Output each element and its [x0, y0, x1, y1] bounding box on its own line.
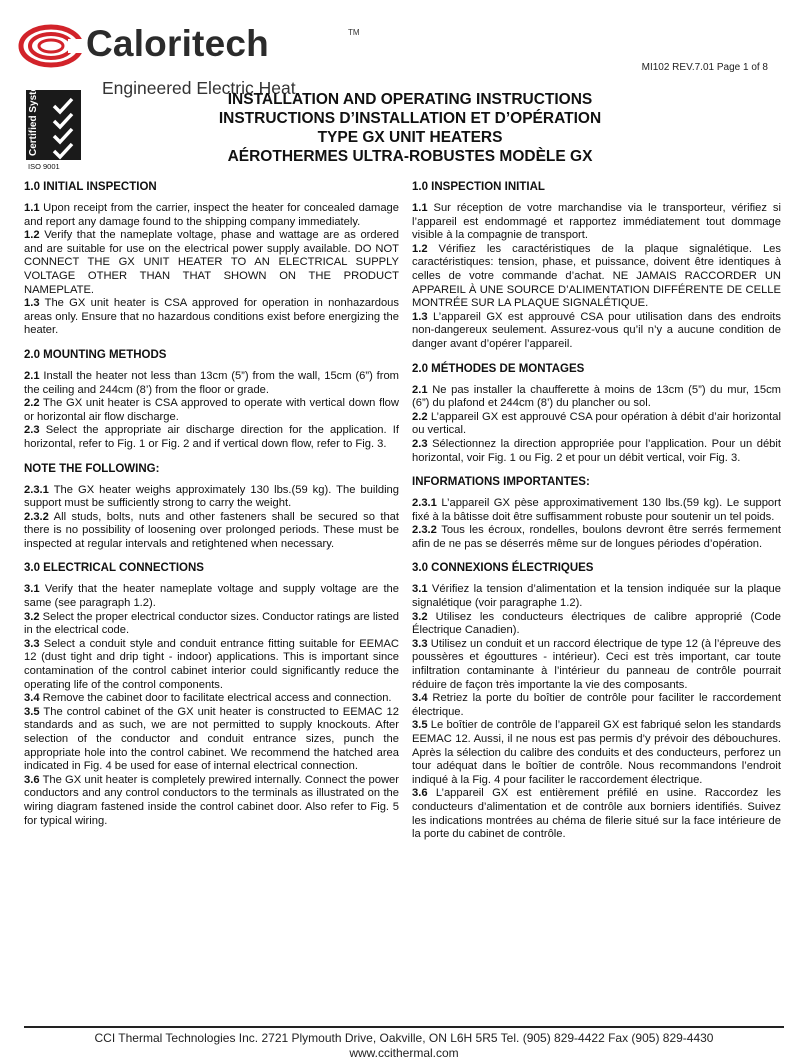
section-heading: 3.0 ELECTRICAL CONNECTIONS: [24, 562, 204, 575]
paragraph: 3.2 Utilisez les conducteurs électriques de calibre approprié (Code Électrique Canadien).: [412, 610, 781, 637]
footer-website-link[interactable]: www.ccithermal.com: [349, 1046, 459, 1060]
certification-box: [26, 77, 81, 160]
paragraph: 1.3 The GX unit heater is CSA approved for operation in nonhazardous areas only. Ensure that no hazardous conditions exist before energizing the heater.: [24, 297, 399, 337]
paragraph: 2.2 The GX unit heater is CSA approved to operate with vertical down flow or horizontal air flow discharge.: [24, 397, 399, 423]
paragraph: 3.3 Utilisez un conduit et un raccord électrique de type 12 (à l’épreuve des poussères et égouttures - intérieur). Ceci est très important, car toute infiltration contaminante à l’intérieur du panneau de contrôle pourrait réduire de façon très importante la vie des composants.: [412, 637, 781, 691]
paragraph: 3.4 Retriez la porte du boîtier de contrôle pour faciliter le raccordement électrique.: [412, 692, 781, 718]
section-heading: 1.0 INSPECTION INITIAL: [412, 181, 545, 193]
paragraph: 2.3 Select the appropriate air discharge direction for the application. If horizontal, refer to Fig. 1 or Fig. 2 and if vertical down flow, refer to Fig. 3.: [24, 424, 399, 450]
iso-label: ISO 9001: [28, 162, 60, 171]
section-heading: 2.0 MÉTHODES DE MONTAGES: [412, 362, 585, 375]
section-heading: NOTE THE FOLLOWING:: [24, 462, 160, 475]
title-line: INSTALLATION AND OPERATING INSTRUCTIONS: [227, 91, 593, 108]
paragraph: 3.1 Verify that the heater nameplate voltage and supply voltage are the same (see paragraph 1.2).: [24, 583, 399, 610]
paragraph: 2.1 Install the heater not less than 13cm (5”) from the wall, 15cm (6”) from the ceiling and 244cm (8’) from the floor or grade.: [24, 369, 399, 396]
paragraph: 1.3 L’appareil GX est approuvé CSA pour utilisation dans des endroits non-dangereux seulement. Assurez-vous qu’il n’y a aucune condition de danger avant d’opérer l’appareil.: [412, 310, 781, 350]
paragraph: 1.2 Vérifiez les caractéristiques de la plaque signalétique. Les caractéristiques: tension, phase, et puissance, doivent être identiques à celles de votre commande d’achat. NE JAMAIS RACCORDER UN APPAREIL À UNE SOURCE D’ALIMENTATION DIFFÉRENTE DE CELLE MONTRÉE SUR LA PLAQUE SIGNALÉTIQUE.: [412, 242, 781, 310]
paragraph: 3.2 Select the proper electrical conductor sizes. Conductor ratings are listed in the electrical code.: [24, 610, 399, 637]
paragraph: 2.3.1 L’appareil GX pèse approximativement 130 lbs.(59 kg). Le support fixé à la bâtisse doit être suffisamment robuste pour soutenir un tel poids.: [412, 497, 781, 523]
paragraph: 2.2 L’appareil GX est approuvé CSA pour opération à débit d’air horizontal ou vertical.: [412, 410, 781, 437]
title-line: INSTRUCTIONS D’INSTALLATION ET D’OPÉRATION: [218, 110, 602, 127]
footer-divider: [24, 1026, 784, 1028]
paragraph: 3.5 Le boîtier de contrôle de l’appareil GX est fabriqué selon les standards EEMAC 12. Aussi, il ne nous est pas permis d’y prévoir des débouchures. Après la sélection du calibre des conduits et des conducteurs, perforez un tour adéquat dans le boîtier de contrôle. Nous recommandons l’endroit indiqué à la Fig. 4 pour faciliter le raccordement électrique.: [412, 719, 781, 786]
paragraph: 2.3 Sélectionnez la direction appropriée pour l’application. Pour un débit horizontal, voir Fig. 1 ou Fig. 2 et pour un débit vertical, voir Fig. 3.: [412, 437, 781, 464]
brand-tagline: Engineered Electric Heat: [102, 78, 296, 98]
paragraph: 3.3 Select a conduit style and conduit entrance fitting suitable for EEMAC 12 (dust tight and drip tight - indoor) applications. This is important since contamination of the control cabinet interior could significantly reduce the operating life of the control components.: [24, 637, 399, 691]
french-column: [412, 180, 781, 842]
document-titles: [150, 90, 670, 166]
paragraph: 2.3.2 Tous les écroux, rondelles, boulons devront être serrés fermement afin de ne pas se déserrés même sur de longues périodes d’opération.: [412, 524, 781, 550]
paragraph: 3.6 The GX unit heater is completely prewired internally. Connect the power conductors and any control conductors to the terminals as illustrated on the wiring diagram fastened inside the control cabinet door. Also refer to Fig. 5 for typical wiring.: [24, 773, 399, 827]
paragraph: 1.1 Upon receipt from the carrier, inspect the heater for concealed damage and report any damage found to the shipping company immediately.: [24, 202, 399, 228]
paragraph: 3.4 Remove the cabinet door to facilitate electrical access and connection.: [24, 692, 392, 705]
section-heading: 1.0 INITIAL INSPECTION: [24, 181, 157, 193]
caloritech-swirl-icon: [18, 22, 88, 68]
paragraph: 1.1 Sur réception de votre marchandise via le transporteur, vérifiez si l’appareil est endommagé et rapportez immédiatement tout dommage visible à la compagnie de transport.: [412, 202, 781, 242]
section-heading: INFORMATIONS IMPORTANTES:: [412, 476, 590, 489]
paragraph: 1.2 Verify that the nameplate voltage, phase and wattage are as ordered and are suitable for use on the electrical power supply available. DO NOT CONNECT THE GX UNIT HEATER TO AN ELECTRICAL SUPPLY VOLTAGE OTHER THAN THAT SHOWN ON THE PRODUCT NAMEPLATE.: [24, 229, 399, 296]
section-heading: 2.0 MOUNTING METHODS: [24, 348, 167, 361]
paragraph: 3.1 Vérifiez la tension d’alimentation et la tension indiquée sur la plaque signalétique (voir paragraphe 1.2).: [412, 583, 781, 610]
section-heading: 3.0 CONNEXIONS ÉLECTRIQUES: [412, 562, 594, 575]
brand-logo: [18, 18, 360, 98]
paragraph: 3.5 The control cabinet of the GX unit heater is constructed to EEMAC 12 standards and as such, we are not permitted to supply knockouts. After selection of the conductor and conduit entrance sizes, punch the appropriate hole into the control cabinet. We recommend the hatched area indicated in Fig. 4 be used for ease of internal electrical connection.: [24, 705, 399, 773]
certification-badge: [26, 77, 81, 175]
trademark-mark: TM: [348, 28, 360, 37]
paragraph: 2.1 Ne pas installer la chaufferette à moins de 13cm (5”) du mur, 15cm (6”) du plafond et 244cm (8’) du plancher ou sol.: [412, 383, 781, 410]
title-line: AÉROTHERMES ULTRA-ROBUSTES MODÈLE GX: [227, 148, 593, 165]
footer-address: CCI Thermal Technologies Inc. 2721 Plymouth Drive, Oakville, ON L6H 5R5 Tel. (905) 829-4422 Fax (905) 829-4430: [94, 1031, 714, 1045]
title-line: TYPE GX UNIT HEATERS: [317, 129, 503, 146]
brand-name: Caloritech: [86, 23, 269, 64]
certified-system-label: Certified System: [28, 77, 39, 156]
paragraph: 2.3.1 The GX heater weighs approximately 130 lbs.(59 kg). The building support must be sufficiently strong to carry the weight.: [24, 483, 399, 510]
english-column: [24, 180, 399, 828]
paragraph: 2.3.2 All studs, bolts, nuts and other fasteners shall be secured so that there is no possibility of loosening over prolonged periods. These must be inspected at regular intervals and retightened when necessary.: [24, 510, 399, 550]
paragraph: 3.6 L’appareil GX est entièrement préfilé en usine. Raccordez les conducteurs d’alimentation et de contrôle aux borniers identifiés. Suivez les indications montrées au chéma de filerie situé sur la face intérieure de la porte du cabinet de contrôle.: [412, 787, 781, 841]
document-reference: MI102 REV.7.01 Page 1 of 8: [641, 62, 768, 73]
